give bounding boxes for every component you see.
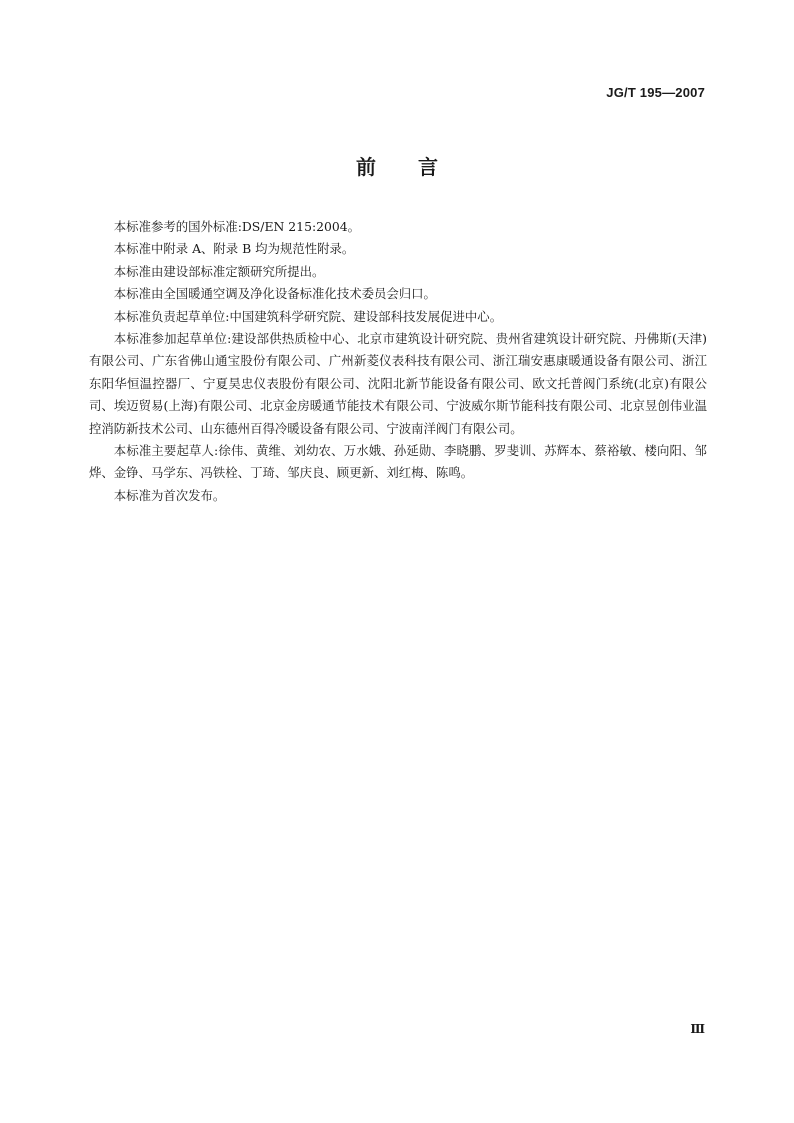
paragraph-participating-drafters: 本标准参加起草单位:建设部供热质检中心、北京市建筑设计研究院、贵州省建筑设计研究院、丹佛斯(天津)有限公司、广东省佛山通宝股份有限公司、广州新菱仪表科技有限公司、浙江瑞安惠康暖通设备有限公司、浙江东阳华恒温控器厂、宁夏昊忠仪表股份有限公司、沈阳北新节能设备有限公司、欧文托普阀门系统(北京)有限公司、埃迈贸易(上海)有限公司、北京金房暖通节能技术有限公司、宁波威尔斯节能科技有限公司、北京昱创伟业温控消防新技术公司、山东德州百得冷暖设备有限公司、宁波南洋阀门有限公司。 [89, 331, 707, 436]
paragraph-proposer: 本标准由建设部标准定额研究所提出。 [113, 263, 325, 279]
paragraph-reference-standard: 本标准参考的国外标准:DS/EN 215:2004。 [113, 219, 361, 234]
paragraph-committee: 本标准由全国暖通空调及净化设备标准化技术委员会归口。 [113, 286, 436, 302]
paragraph-lead-drafters: 本标准负责起草单位:中国建筑科学研究院、建设部科技发展促进中心。 [113, 308, 503, 324]
page-title: 前言 [356, 155, 480, 179]
paragraph-main-drafters: 本标准主要起草人:徐伟、黄维、刘幼农、万水娥、孙延勋、李晓鹏、罗斐训、苏辉本、蔡裕敏、楼向阳、邹烨、金铮、马学东、冯铁栓、丁琦、邹庆良、顾更新、刘红梅、陈鸣。 [89, 443, 707, 481]
page-number: Ⅲ [690, 1022, 705, 1036]
foreword-body [89, 216, 707, 507]
standard-code: JG/T 195—2007 [606, 85, 705, 100]
paragraph-first-release: 本标准为首次发布。 [113, 487, 226, 503]
paragraph-appendices: 本标准中附录 A、附录 B 均为规范性附录。 [113, 241, 355, 257]
